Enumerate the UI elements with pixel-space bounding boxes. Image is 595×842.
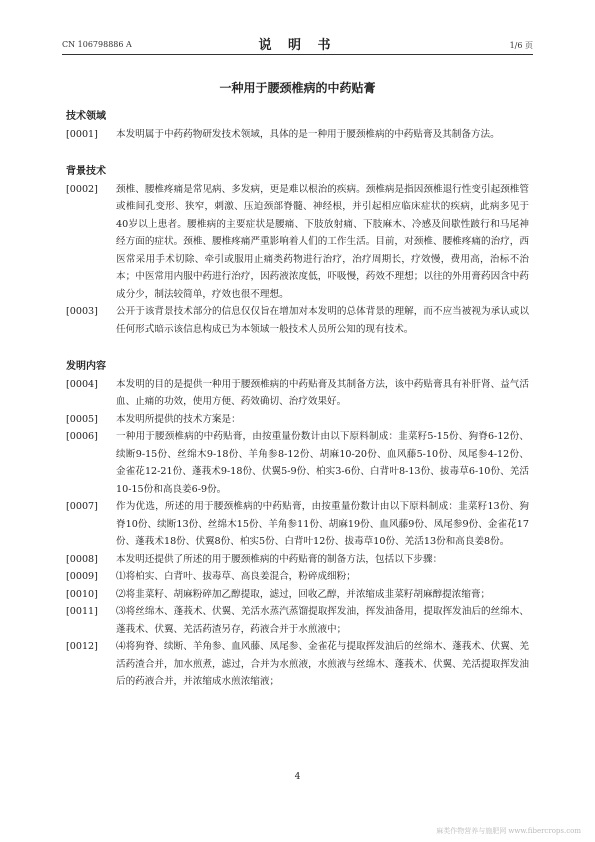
paragraph-text: 本发明属于中药药物研发技术领域，具体的是一种用于腰颈椎病的中药贴膏及其制备方法。 (116, 128, 500, 140)
paragraph-number: [0002] (66, 183, 98, 195)
paragraph-number: [0004] (66, 378, 98, 390)
paragraph-number: [0007] (66, 501, 98, 512)
section-heading: 发明内容 (66, 361, 106, 372)
paragraph-text: 公开于该背景技术部分的信息仅仅旨在增加对本发明的总体背景的理解，而不应当被视为承认或以任何形式暗示该信息构成已为本领域一般技术人员所公知的现有技术。 (116, 306, 529, 335)
page-indicator: 1/6 页 (509, 41, 533, 50)
paragraph (66, 568, 529, 586)
paragraph (66, 603, 529, 638)
section-heading: 背景技术 (66, 166, 106, 177)
paragraph-number: [0009] (66, 571, 98, 582)
section-technical-field (66, 108, 529, 143)
patent-number: CN 106798886 A (62, 40, 132, 49)
section-background (66, 163, 529, 338)
paragraph-number: [0003] (66, 306, 98, 317)
paragraph (66, 303, 529, 338)
paragraph (66, 638, 529, 691)
paragraph-text: 本发明的目的是提供一种用于腰颈椎病的中药贴膏及其制备方法，该中药贴膏具有补肝肾、益气活血、止痛的功效，使用方便、药效确切、治疗效果好。 (116, 378, 529, 407)
paragraph-text: ⑵将韭菜籽、胡麻粉碎加乙醇提取，滤过，回收乙醇，并浓缩成韭菜籽胡麻醇提浓缩膏； (116, 588, 491, 600)
document-body (66, 108, 529, 691)
section-invention-content (66, 358, 529, 691)
paragraph-number: [0001] (66, 128, 98, 140)
paragraph-number: [0010] (66, 588, 98, 600)
paragraph-number: [0012] (66, 641, 98, 652)
site-watermark: 麻类作物营养与施肥网 www.fibercrops.com (436, 827, 581, 835)
paragraph (66, 586, 529, 604)
document-title: 一种用于腰颈椎病的中药贴膏 (219, 81, 376, 95)
paragraph (66, 498, 529, 551)
paragraph-number: [0008] (66, 553, 98, 565)
paragraph-number: [0005] (66, 413, 98, 425)
paragraph-text: 本发明所提供的技术方案是： (116, 413, 241, 425)
paragraph-number: [0011] (66, 606, 98, 617)
paragraph-text: ⑷将狗脊、续断、羊角参、血风藤、凤尾参、金雀花与提取挥发油后的丝绵木、蓬莪术、伏翼、羌活药渣合并，加水煎煮，滤过，合并为水煎液，水煎液与丝绵木、蓬莪术、伏翼、羌活提取挥发油后的药液合并，并浓缩成水煎浓缩液； (116, 641, 529, 687)
paragraph (66, 411, 529, 429)
paragraph-text: 作为优选，所述的用于腰颈椎病的中药贴膏，由按重量份数计由以下原料制成：韭菜籽13份、狗脊10份、续断13份、丝绵木15份、羊角参11份、胡麻19份、血风藤9份、凤尾参9份、金雀花17份、蓬莪术18份、伏翼8份、柏实5份、白背叶12份、拔毒草10份、羌活13份和高良姜8份。 (116, 501, 529, 547)
section-heading: 技术领域 (66, 111, 106, 122)
document-type-heading: 说 明 书 (258, 38, 337, 53)
paragraph-number: [0006] (66, 431, 98, 442)
paragraph-text: 颈椎、腰椎疼痛是常见病、多发病，更是难以根治的疾病。颈椎病是指因颈椎退行性变引起颈椎管或椎间孔变形、狭窄，刺激、压迫颈部脊髓、神经根，并引起相应临床症状的疾病，此病多见于40岁以上患者。腰椎病的主要症状是腰痛、下肢放射痛、下肢麻木、冷感及间歇性跛行和马尾神经方面的症状。颈椎、腰椎疼痛严重影响着人们的工作生活。目前，对颈椎、腰椎疼痛的治疗，西医常采用手术切除、牵引或服用止痛类药物进行治疗，治疗周期长，疗效慢，费用高，治标不治本；中医常用内服中药进行治疗，因药液浓度低，吓吸慢，药效不理想；以往的外用膏药因含中药成分少，制法较简单，疗效也很不理想。 (116, 183, 529, 300)
paragraph-text: ⑴将柏实、白背叶、拔毒草、高良姜混合，粉碎成细粉； (116, 571, 356, 582)
page-number: 4 (294, 772, 301, 782)
paragraph (66, 181, 529, 304)
paragraph (66, 126, 529, 144)
header-rule (62, 54, 533, 55)
paragraph-text: 本发明还提供了所述的用于腰颈椎病的中药贴膏的制备方法，包括以下步骤： (116, 553, 443, 565)
paragraph-text: ⑶将丝绵木、蓬莪术、伏翼、羌活水蒸汽蒸馏提取挥发油，挥发油备用，提取挥发油后的丝绵木、蓬莪术、伏翼、羌活药渣另存，药液合并于水煎液中； (116, 606, 529, 635)
paragraph (66, 376, 529, 411)
paragraph (66, 428, 529, 498)
paragraph (66, 551, 529, 569)
paragraph-text: 一种用于腰颈椎病的中药贴膏，由按重量份数计由以下原料制成：韭菜籽5-15份、狗脊6-12份、续断9-15份、丝绵木9-18份、羊角参8-12份、胡麻10-20份、血风藤5-10份、凤尾参4-12份、金雀花12-21份、蓬莪术9-18份、伏翼5-9份、柏实3-6份、白背叶8-13份、拔毒草6-10份、羌活10-15份和高良姜6-9份。 (116, 431, 529, 495)
